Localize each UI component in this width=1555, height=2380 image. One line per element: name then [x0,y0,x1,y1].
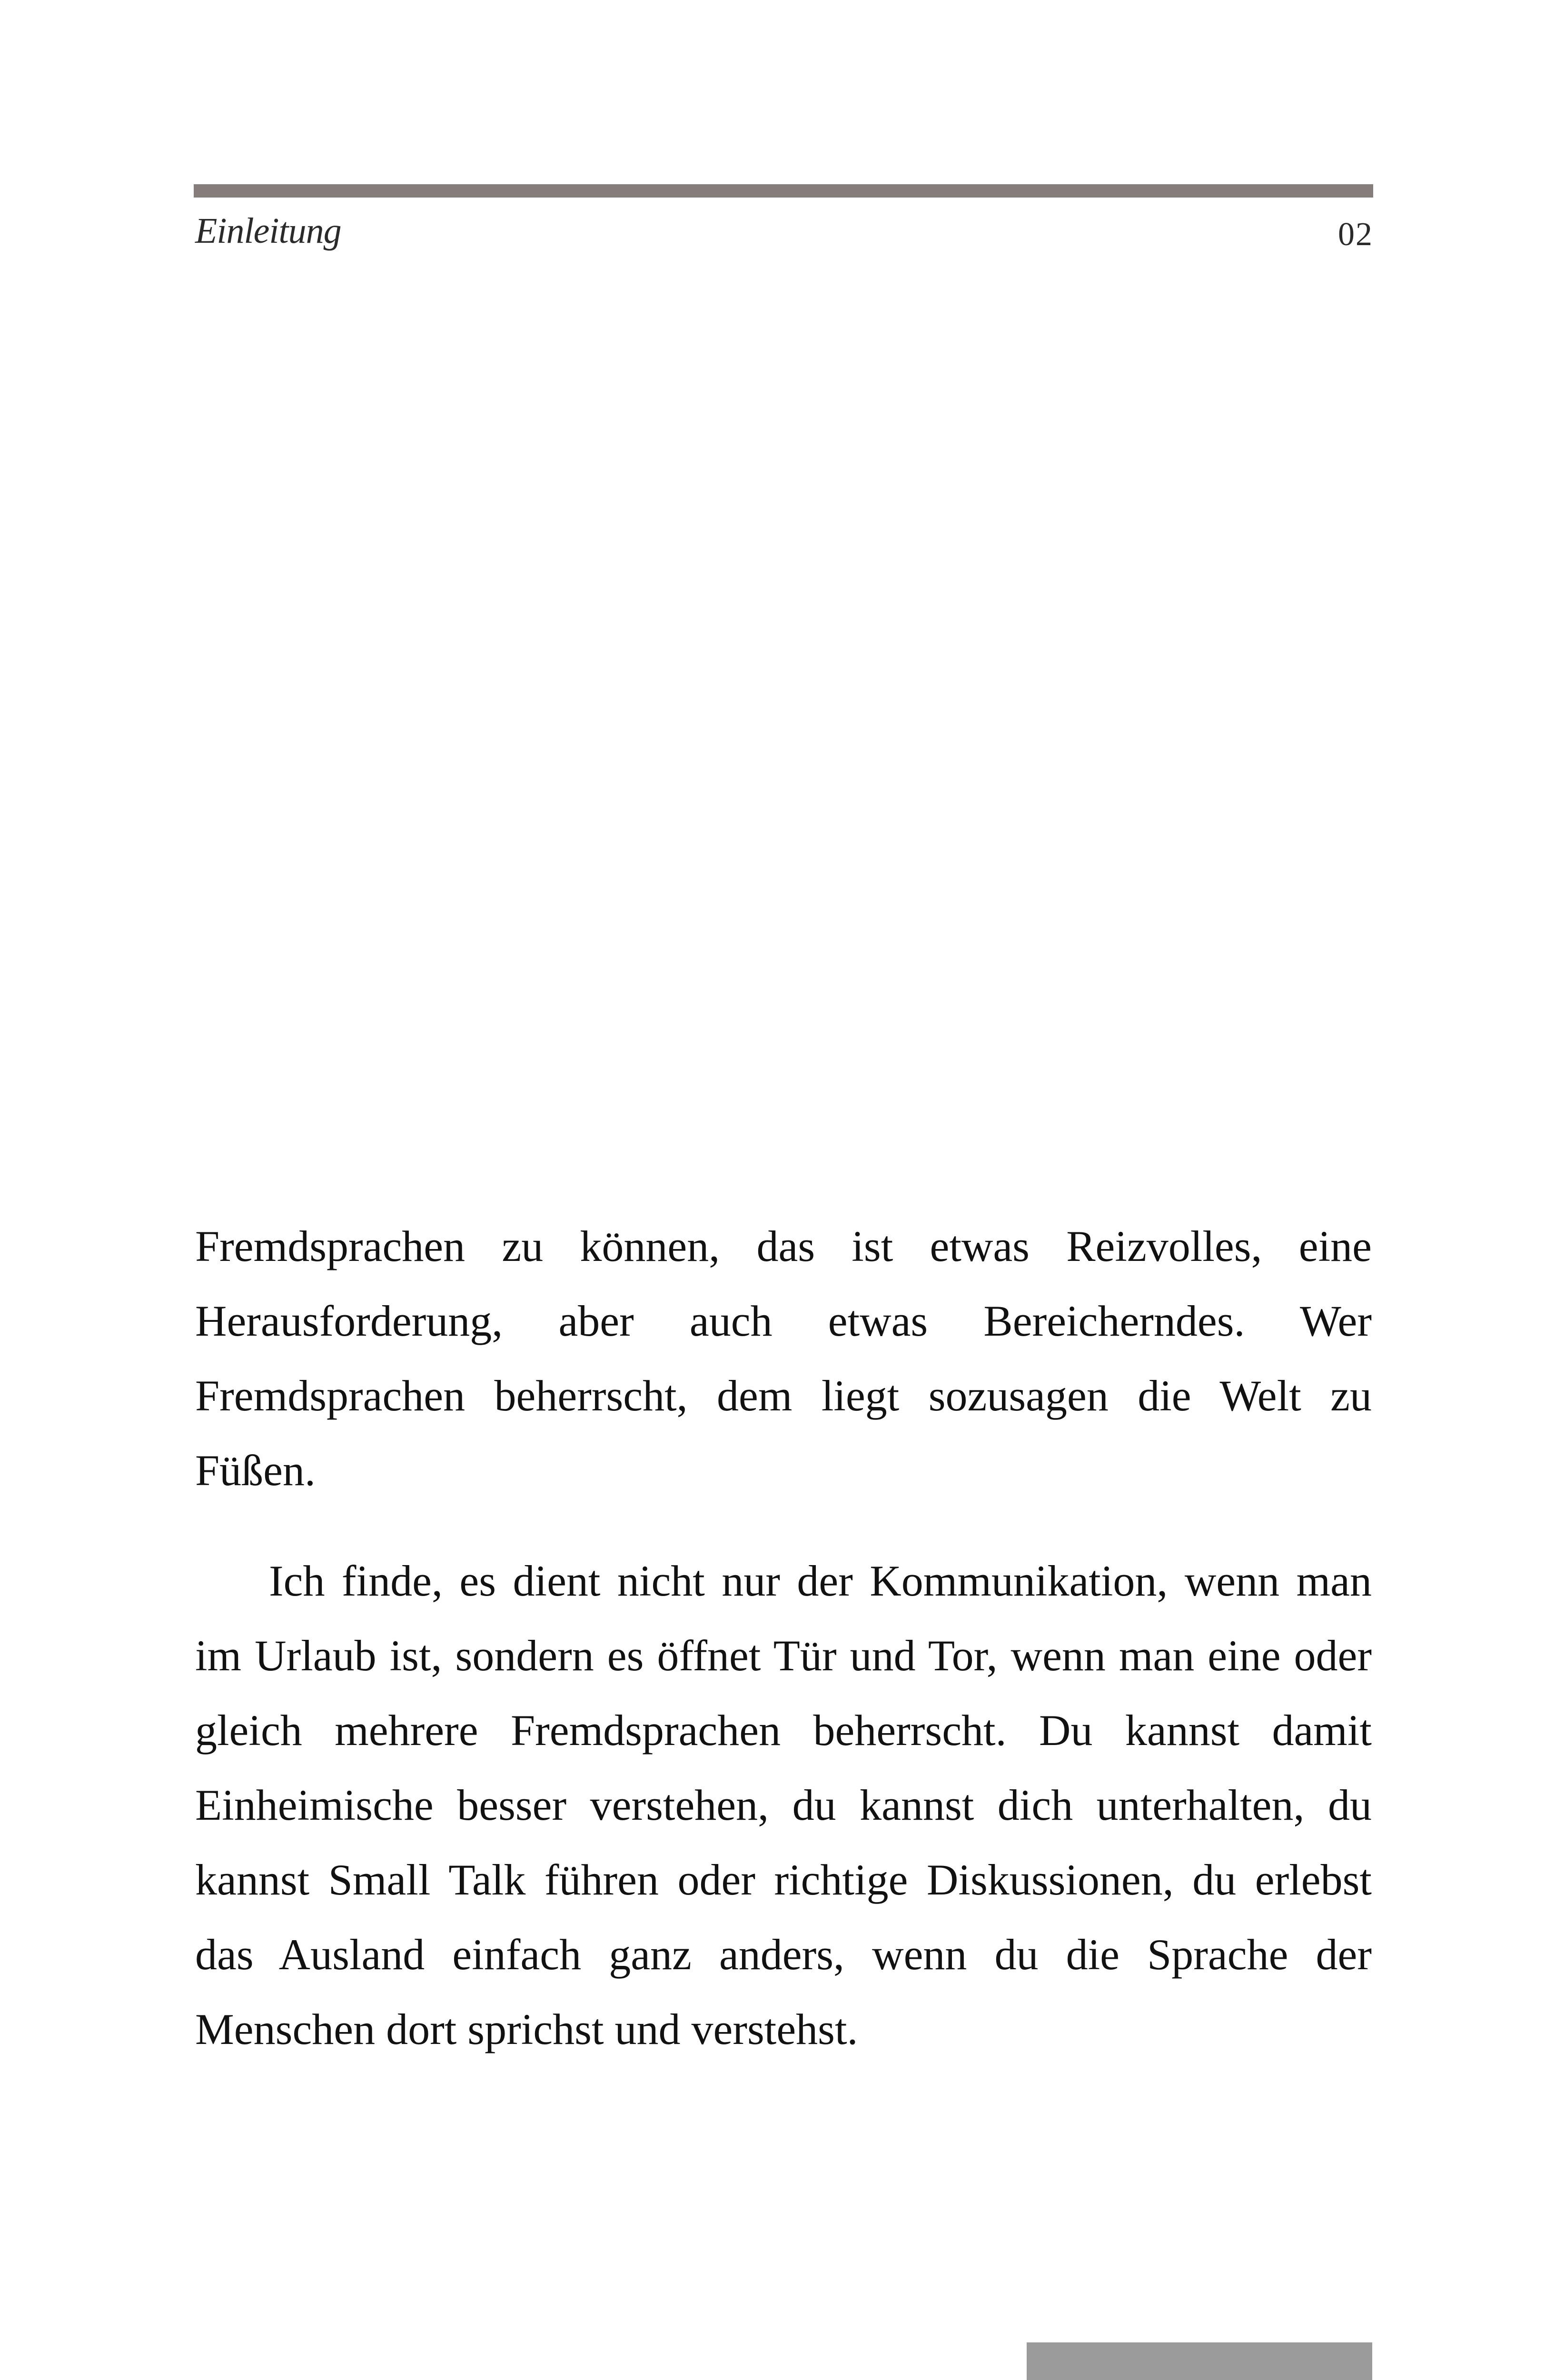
body-text [195,1209,1372,2067]
footer-block [1027,2342,1372,2380]
page-number: 02 [1338,216,1373,253]
paragraph: Fremdsprachen zu können, das ist etwas Reizvolles, eine Herausforderung, aber auch etwas Bereicherndes. Wer Fremdsprachen beherrscht, dem liegt sozusagen die Welt zu Füßen. [195,1222,1372,1495]
paragraph: Ich finde, es dient nicht nur der Kommunikation, wenn man im Urlaub ist, sondern es öffnet Tür und Tor, wenn man eine oder gleich mehrere Fremdsprachen beherrscht. Du kannst damit Einheimische besser verstehen, du kannst dich unterhalten, du kannst Small Talk führen oder richtige Diskussionen, du erlebst das Ausland einfach ganz anders, wenn du die Sprache der Menschen dort sprichst und verstehst. [195,1557,1372,2053]
running-header-title: Einleitung [195,211,341,251]
header-rule [194,184,1373,198]
